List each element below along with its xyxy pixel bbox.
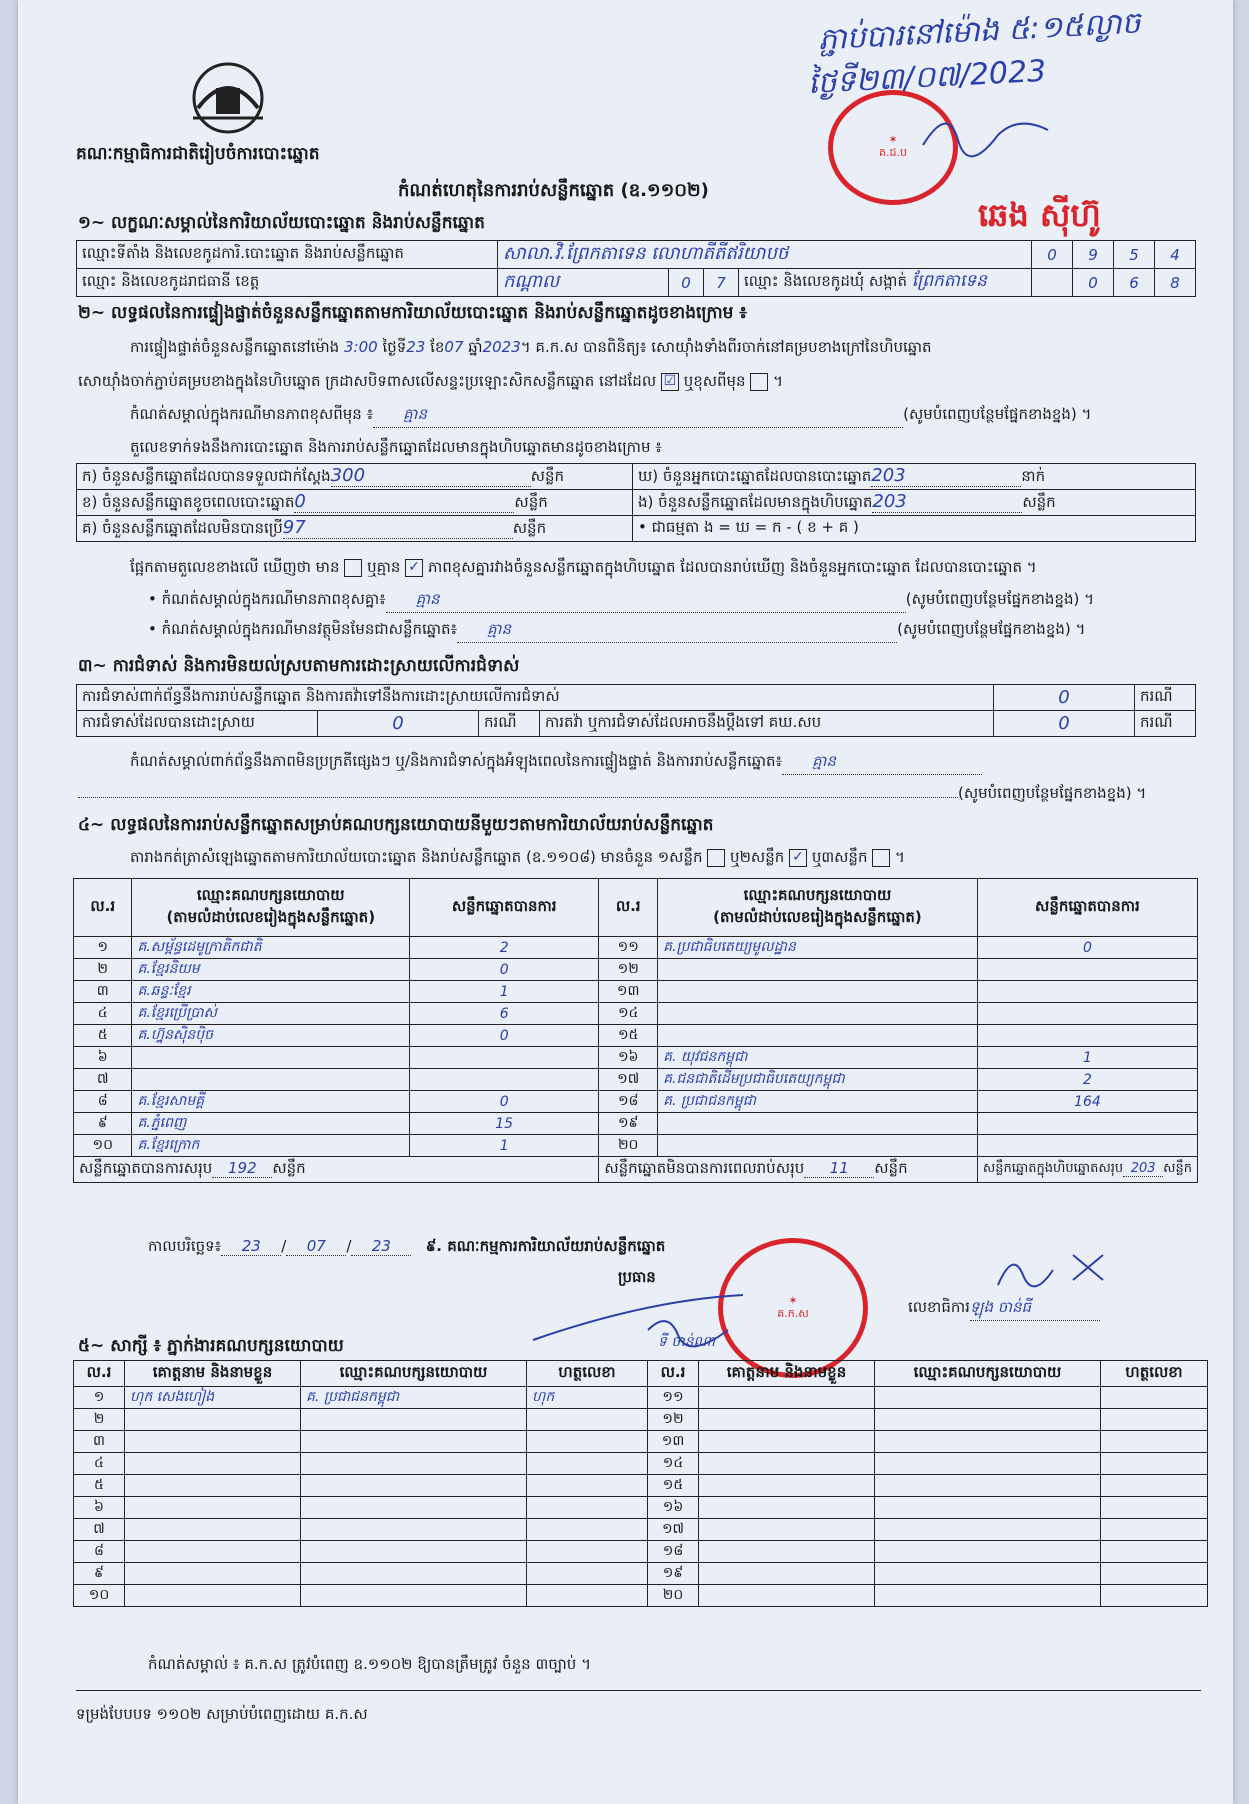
party-name xyxy=(132,1069,410,1091)
row-number: ១ xyxy=(74,1387,125,1409)
witness-signature xyxy=(1101,1409,1208,1431)
valid-votes xyxy=(977,1025,1197,1047)
valid-votes: 2 xyxy=(977,1069,1197,1091)
commune-label: ឈ្មោះ និងលេខកូដឃុំ សង្កាត់ ព្រែកតាទេន xyxy=(739,269,1032,297)
row-number: ៨ xyxy=(74,1541,125,1563)
location-code-digit: 9 xyxy=(1073,241,1114,269)
witness-party xyxy=(301,1519,527,1541)
witness-name xyxy=(125,1585,301,1607)
witness-party: គ. ប្រជាជនកម្ពុជា xyxy=(301,1387,527,1409)
valid-votes: 1 xyxy=(977,1047,1197,1069)
party-name xyxy=(132,1047,410,1069)
witness-signature xyxy=(1101,1387,1208,1409)
witness-signature xyxy=(527,1431,648,1453)
resolved-label: ការជំទាស់ដែលបានដោះស្រាយ xyxy=(77,711,318,737)
formula-row: • ជាធម្មតា ង = ឃ = ក - ( ខ + គ ) xyxy=(633,516,1196,542)
witness-name xyxy=(699,1563,875,1585)
table-row xyxy=(74,959,1198,981)
witness-party xyxy=(875,1475,1101,1497)
row-number: ១២ xyxy=(599,959,658,981)
valid-votes: 2 xyxy=(410,937,599,959)
section5-title: ៥~ សាក្សី ៖ ភ្នាក់ងារគណបក្សនយោបាយ xyxy=(78,1336,344,1356)
has-discrepancy-checkbox[interactable] xyxy=(344,559,362,577)
witness-party xyxy=(301,1497,527,1519)
row-number: ១៧ xyxy=(648,1519,699,1541)
verification-line: ការផ្ទៀងផ្ទាត់ចំនួនសន្លឹកឆ្នោតនៅម៉ោង 3:00 ថ្ងៃទី23 ខែ07 ឆ្នាំ2023។ គ.ក.ស បានពិនិត្យ៖ សោយ៉ាំងទាំងពីរចាក់នៅគម្របខាងក្រៅនៃហិបឆ្នោត xyxy=(130,338,932,356)
section2-title: ២~ លទ្ធផលនៃការផ្ទៀងផ្ទាត់ចំនួនសន្លឹកឆ្នោតតាមការិយាល័យបោះឆ្នោត និងរាប់សន្លឹកឆ្នោតដូចខាងក្រោម ៖ xyxy=(78,303,747,323)
row-number: ១៦ xyxy=(648,1497,699,1519)
party-name: គ.ខ្មែរសាមគ្គី xyxy=(132,1091,410,1113)
table-row xyxy=(74,1003,1198,1025)
row-number: ១០ xyxy=(74,1585,125,1607)
complaints-value: 0 xyxy=(994,685,1135,711)
witness-signature xyxy=(1101,1475,1208,1497)
row-number: ១៤ xyxy=(648,1453,699,1475)
discrepancy-line: ផ្អែកតាមតួលេខខាងលើ ឃើញថា មាន ឬគ្មាន ✓ ភាពខុសគ្នារវាងចំនួនសន្លឹកឆ្នោតក្នុងហិបឆ្នោត ដែលបានរាប់ឃើញ និងចំនួនអ្នកបោះឆ្នោត ដែលបានបោះឆ្នោត ។ xyxy=(130,558,1037,576)
handwritten-received-time: ភ្ជាប់បារនៅម៉ោង ៥:១៥ល្ងាច xyxy=(817,5,1142,58)
table-row xyxy=(74,1025,1198,1047)
form-title: កំណត់ហេតុនៃការរាប់សន្លឹកឆ្នោត (ឧ.១១០២) xyxy=(398,180,709,201)
one-sheet-checkbox[interactable] xyxy=(707,849,725,867)
witness-name xyxy=(699,1409,875,1431)
witness-party xyxy=(301,1431,527,1453)
row-number: ១៣ xyxy=(599,981,658,1003)
table-row xyxy=(74,1135,1198,1157)
location-code-digit: 4 xyxy=(1155,241,1196,269)
appeal-value: 0 xyxy=(994,711,1135,737)
witness-name xyxy=(125,1519,301,1541)
row-number: ៤ xyxy=(74,1453,125,1475)
footnote: កំណត់សម្គាល់ ៖ គ.ក.ស ត្រូវបំពេញ ឧ.១១០២ ឱ្យបានត្រឹមត្រូវ ចំនួន ៣ច្បាប់ ។ xyxy=(148,1655,591,1673)
discrepancy-note: • កំណត់សម្គាល់ក្នុងករណីមានភាពខុសគ្នា៖ គ្មាន (សូមបំពេញបន្ថែមផ្នែកខាងខ្នង) ។ xyxy=(148,590,1094,613)
valid-votes: 1 xyxy=(410,981,599,1003)
witness-signature xyxy=(527,1409,648,1431)
handwritten-signer-name: ឆេង ស៊ីហ៊ូ xyxy=(978,196,1101,234)
valid-votes: 0 xyxy=(410,959,599,981)
table-row xyxy=(74,1047,1198,1069)
row-number: ៩ xyxy=(74,1563,125,1585)
unused-ballots-row: គ) ចំនួនសន្លឹកឆ្នោតដែលមិនបានប្រើ97 សន្លឹក xyxy=(77,516,633,542)
province-code-digit: 7 xyxy=(704,269,739,297)
table-row xyxy=(74,937,1198,959)
witness-name xyxy=(125,1409,301,1431)
row-number: ១០ xyxy=(74,1135,132,1157)
witness-signature xyxy=(1101,1541,1208,1563)
witness-signature xyxy=(527,1541,648,1563)
row-number: ៤ xyxy=(74,1003,132,1025)
valid-votes: 15 xyxy=(410,1113,599,1135)
valid-votes: 0 xyxy=(977,937,1197,959)
row-number: ២០ xyxy=(599,1135,658,1157)
table-row xyxy=(74,1113,1198,1135)
party-name: គ.ខ្មែរប្រើប្រាស់ xyxy=(132,1003,410,1025)
table-row xyxy=(74,1563,1208,1585)
row-number: ១៥ xyxy=(599,1025,658,1047)
changed-checkbox[interactable] xyxy=(750,373,768,391)
irregularity-note: កំណត់សម្គាល់ពាក់ព័ន្ធនឹងភាពមិនប្រក្រតីផ្សេងៗ ឬ/និងការជំទាស់ក្នុងអំឡុងពេលនៃការផ្ទៀងផ្ទាត់ និងការរាប់សន្លឹកឆ្នោត៖ គ្មាន xyxy=(130,752,982,775)
party-name xyxy=(658,1135,978,1157)
witness-name xyxy=(125,1497,301,1519)
party-name: គ.ខ្មែរនិយម xyxy=(132,959,410,981)
footer-divider xyxy=(76,1690,1201,1691)
witness-name xyxy=(125,1541,301,1563)
table-row xyxy=(74,1585,1208,1607)
table-row xyxy=(74,1091,1198,1113)
row-number: ១ xyxy=(74,937,132,959)
row-number: ១៨ xyxy=(648,1541,699,1563)
party-name xyxy=(658,1113,978,1135)
handwritten-received-date: ថ្ងៃទី២៣/០៧/2023 xyxy=(807,53,1047,102)
ballot-figures-table xyxy=(76,463,1196,542)
date-line: កាលបរិច្ឆេទ៖ 23 / 07 / 23 ៩. គណៈកម្មការការិយាល័យរាប់សន្លឹកឆ្នោត xyxy=(148,1237,666,1255)
figures-intro: តួលេខទាក់ទងនឹងការបោះឆ្នោត និងការរាប់សន្លឹកឆ្នោតដែលមានក្នុងហិបឆ្នោតមានដូចខាងក្រោម ៖ xyxy=(130,438,662,456)
witness-party xyxy=(875,1585,1101,1607)
commune-code-digit: 0 xyxy=(1073,269,1114,297)
valid-votes xyxy=(977,1113,1197,1135)
witness-name xyxy=(699,1387,875,1409)
party-name: គ.ជនជាតិដើមប្រជាធិបតេយ្យកម្ពុជា xyxy=(658,1069,978,1091)
witness-party xyxy=(301,1453,527,1475)
witness-signature: ហុក xyxy=(527,1387,648,1409)
party-name xyxy=(658,1025,978,1047)
witness-signature xyxy=(527,1497,648,1519)
row-number: ១១ xyxy=(599,937,658,959)
row-number: ២ xyxy=(74,1409,125,1431)
witness-party xyxy=(875,1497,1101,1519)
valid-votes xyxy=(977,959,1197,981)
witness-name xyxy=(125,1563,301,1585)
table-row xyxy=(74,1497,1208,1519)
row-number: ១៤ xyxy=(599,1003,658,1025)
party-name: គ. យុវជនកម្ពុជា xyxy=(658,1047,978,1069)
row-number: ១៩ xyxy=(599,1113,658,1135)
irregularity-note-cont: (សូមបំពេញបន្ថែមផ្នែកខាងខ្នង) ។ xyxy=(78,784,1146,806)
complaints-table: ការជំទាស់ពាក់ព័ន្ធនឹងការរាប់សន្លឹកឆ្នោត និងការតវ៉ាទៅនឹងការដោះស្រាយលើការជំទាស់ 0 ករណី ការជំទាស់ដែលបានដោះស្រាយ 0 ករណី ការតវ៉ា ឬការជំទាស់ដែលអាចនឹងប្តឹងទៅ គឃ.សប 0 ករណី xyxy=(76,684,1196,737)
location-code-digit: 0 xyxy=(1032,241,1073,269)
received-ballots-row: ក) ចំនួនសន្លឹកឆ្នោតដែលបានទទួលជាក់ស្តែង300 សន្លឹក xyxy=(77,464,633,490)
complaints-label: ការជំទាស់ពាក់ព័ន្ធនឹងការរាប់សន្លឹកឆ្នោត និងការតវ៉ាទៅនឹងការដោះស្រាយលើការជំទាស់ xyxy=(77,685,994,711)
row-number: ៧ xyxy=(74,1519,125,1541)
appeal-label: ការតវ៉ា ឬការជំទាស់ដែលអាចនឹងប្តឹងទៅ គឃ.សប xyxy=(540,711,994,737)
witness-party xyxy=(875,1563,1101,1585)
valid-votes xyxy=(977,981,1197,1003)
voters-row: ឃ) ចំនួនអ្នកបោះឆ្នោតដែលបានបោះឆ្នោត203 នាក់ xyxy=(633,464,1196,490)
table-row xyxy=(74,1069,1198,1091)
row-number: ១៧ xyxy=(599,1069,658,1091)
section4-title: ៤~ លទ្ធផលនៃការរាប់សន្លឹកឆ្នោតសម្រាប់គណបក្សនយោបាយនីមួយៗតាមការិយាល័យរាប់សន្លឹកឆ្នោត xyxy=(78,815,714,835)
total-valid-cell: សន្លឹកឆ្នោតបានការសរុប 192 សន្លឹក xyxy=(74,1157,599,1183)
commune-code-digit: 8 xyxy=(1155,269,1196,297)
three-sheet-checkbox[interactable] xyxy=(872,849,890,867)
table-row xyxy=(74,981,1198,1003)
witness-signature xyxy=(527,1585,648,1607)
table-row xyxy=(74,1409,1208,1431)
row-number: ៨ xyxy=(74,1091,132,1113)
valid-votes: 1 xyxy=(410,1135,599,1157)
row-number: ៣ xyxy=(74,981,132,1003)
party-results-table: ល.រ ឈ្មោះគណបក្សនយោបាយ (តាមលំដាប់លេខរៀងក្នុងសន្លឹកឆ្នោត) សន្លឹកឆ្នោតបានការ ល.រ ឈ្មោះគណបក្សនយោបាយ (តាមលំដាប់លេខរៀងក្នុងសន្លឹកឆ្នោត) សន្លឹកឆ្នោតបានការ ១ គ.សម្ព័ន្ធដេមូក្រាតិកជាតិ 2 ១១ គ.ប្រជាធិបតេយ្យមូលដ្ឋាន 0 ២ គ.ខ្មែរនិយម 0 ១២ ៣ គ.ឆន្ទៈខ្មែរ 1 ១៣ ៤ គ.ខ្មែរប្រើប្រាស់ 6 ១៤ ៥ គ.ហ្វ៊ុនស៊ិនប៉ិច 0 ១៥ ៦ ១៦ គ. យុវជនកម្ពុជា 1 ៧ ១៧ គ.ជនជាតិដើមប្រជាធិបតេយ្យកម្ពុជា 2 ៨ គ.ខ្មែរសាមគ្គី 0 ១៨ គ. ប្រជាជនកម្ពុជា 164 ៩ គ.ភ្នំពេញ 15 ១៩ ១០ គ.ខ្មែរក្រោក 1 ២០ សន្លឹកឆ្នោតបានការសរុប 192 សន្លឹក សន្លឹកឆ្នោតមិនបានការពេលរាប់សរុប 11 សន្លឹក សន្លឹកឆ្នោតក្នុងហិបឆ្នោតសរុប 203 សន្លឹក xyxy=(73,878,1198,1183)
party-name: គ.ប្រជាធិបតេយ្យមូលដ្ឋាន xyxy=(658,937,978,959)
row-number: ១៩ xyxy=(648,1563,699,1585)
document-page xyxy=(18,0,1233,1804)
witness-party xyxy=(301,1541,527,1563)
footer-text: ទម្រង់បែបបទ ១១០២ សម្រាប់បំពេញដោយ គ.ក.ស xyxy=(76,1705,368,1723)
witness-name xyxy=(125,1431,301,1453)
total-box-cell: សន្លឹកឆ្នោតក្នុងហិបឆ្នោតសរុប 203 សន្លឹក xyxy=(977,1157,1197,1183)
valid-votes: 164 xyxy=(977,1091,1197,1113)
row-number: ១២ xyxy=(648,1409,699,1431)
valid-votes xyxy=(410,1069,599,1091)
witness-party xyxy=(875,1387,1101,1409)
valid-votes: 6 xyxy=(410,1003,599,1025)
row-number: ៥ xyxy=(74,1475,125,1497)
valid-votes xyxy=(977,1135,1197,1157)
witness-name xyxy=(699,1519,875,1541)
row-number: ១៨ xyxy=(599,1091,658,1113)
table-row xyxy=(74,1431,1208,1453)
location-code-digit: 5 xyxy=(1114,241,1155,269)
party-name: គ.ហ្វ៊ុនស៊ិនប៉ិច xyxy=(132,1025,410,1047)
row-number: ១៣ xyxy=(648,1431,699,1453)
party-name xyxy=(658,1003,978,1025)
witness-name xyxy=(699,1585,875,1607)
witness-signature xyxy=(1101,1431,1208,1453)
row-number: ៧ xyxy=(74,1069,132,1091)
witness-name: ហុក សេងហៀង xyxy=(125,1387,301,1409)
witness-party xyxy=(301,1563,527,1585)
row-number: ២ xyxy=(74,959,132,981)
chair-label: ប្រធាន xyxy=(618,1268,656,1286)
witness-name xyxy=(699,1475,875,1497)
secretary-line: លេខាធិការឡុង ចាន់ធី xyxy=(908,1298,1100,1321)
witness-signature xyxy=(1101,1563,1208,1585)
org-name: គណៈកម្មាធិការជាតិរៀបចំការបោះឆ្នោត xyxy=(76,144,320,164)
party-name: គ. ប្រជាជនកម្ពុជា xyxy=(658,1091,978,1113)
foreign-object-note: • កំណត់សម្គាល់ក្នុងករណីមានវត្ថុមិនមែនជាសន្លឹកឆ្នោត៖ គ្មាន (សូមបំពេញបន្ថែមផ្នែកខាងខ្នង) ។ xyxy=(148,620,1085,643)
row-number: ៦ xyxy=(74,1047,132,1069)
valid-votes xyxy=(977,1003,1197,1025)
section1-table xyxy=(76,240,1196,297)
tally-sheet-line: តារាងកត់ត្រាសំឡេងឆ្នោតតាមការិយាល័យបោះឆ្នោត និងរាប់សន្លឹកឆ្នោត (ឧ.១១០៨) មានចំនួន ១សន្លឹក ឬ២សន្លឹក ✓ ឬ៣សន្លឹក ។ xyxy=(130,848,905,866)
witness-name xyxy=(699,1431,875,1453)
box-ballots-row: ង) ចំនួនសន្លឹកឆ្នោតដែលមានក្នុងហិបឆ្នោត203 សន្លឹក xyxy=(633,490,1196,516)
party-name: គ.ភ្នំពេញ xyxy=(132,1113,410,1135)
valid-votes: 0 xyxy=(410,1025,599,1047)
witness-party xyxy=(875,1541,1101,1563)
witness-name xyxy=(125,1453,301,1475)
province-code-digit: 0 xyxy=(669,269,704,297)
valid-votes: 0 xyxy=(410,1091,599,1113)
witness-signature xyxy=(527,1453,648,1475)
secretary-signature xyxy=(993,1245,1113,1295)
witness-name xyxy=(699,1541,875,1563)
nec-logo-icon xyxy=(178,58,278,138)
seal-line: សោយ៉ាំងចាក់ភ្ជាប់គម្របខាងក្នុងនៃហិបឆ្នោត ក្រដាសបិទពាសលើសន្ទះប្រឡោះសិកសន្លឹកឆ្នោត នៅដដែល ☑ ឬខុសពីមុន ។ xyxy=(78,372,784,390)
table-row xyxy=(74,1453,1208,1475)
witness-signature xyxy=(527,1475,648,1497)
row-number: ៩ xyxy=(74,1113,132,1135)
witness-signature xyxy=(1101,1497,1208,1519)
row-number: ១៥ xyxy=(648,1475,699,1497)
resolved-value: 0 xyxy=(318,711,479,737)
unchanged-checkbox[interactable]: ☑ xyxy=(661,373,679,391)
table-row xyxy=(74,1541,1208,1563)
location-value: សាលា.វិ.ព្រែកតាទេន លោហាតីតីឥរិយាបថ xyxy=(498,241,1032,269)
witness-name xyxy=(125,1475,301,1497)
witness-party xyxy=(301,1409,527,1431)
witness-signature xyxy=(1101,1519,1208,1541)
witness-signature xyxy=(1101,1453,1208,1475)
official-stamp-bottom: ✶ គ.ក.ស xyxy=(718,1238,868,1378)
party-name: គ.ឆន្ទៈខ្មែរ xyxy=(132,981,410,1003)
witness-party xyxy=(875,1431,1101,1453)
witness-name xyxy=(699,1453,875,1475)
party-name xyxy=(658,959,978,981)
witness-table: ល.រ គោត្តនាម និងនាមខ្លួន ឈ្មោះគណបក្សនយោបាយ ហត្ថលេខា ល.រ គោត្តនាម និងនាមខ្លួន ឈ្មោះគណបក្សនយោបាយ ហត្ថលេខា ១ ហុក សេងហៀង គ. ប្រជាជនកម្ពុជា ហុក ១១ ២ ១២ ៣ ១៣ ៤ ១៤ ៥ ១៥ ៦ ១៦ ៧ ១៧ ៨ ១៨ ៩ ១៩ ១០ ២០ xyxy=(73,1360,1208,1607)
difference-note: កំណត់សម្គាល់ក្នុងករណីមានភាពខុសពីមុន ៖ គ្មាន (សូមបំពេញបន្ថែមផ្នែកខាងខ្នង) ។ xyxy=(130,405,1091,428)
province-value: កណ្តាល xyxy=(498,269,669,297)
section3-title: ៣~ ការជំទាស់ និងការមិនយល់ស្របតាមការដោះស្រាយលើការជំទាស់ xyxy=(78,656,520,676)
row-number: ១១ xyxy=(648,1387,699,1409)
party-name xyxy=(658,981,978,1003)
row-number: ៣ xyxy=(74,1431,125,1453)
two-sheet-checkbox[interactable]: ✓ xyxy=(789,849,807,867)
party-name: គ.សម្ព័ន្ធដេមូក្រាតិកជាតិ xyxy=(132,937,410,959)
total-invalid-cell: សន្លឹកឆ្នោតមិនបានការពេលរាប់សរុប 11 សន្លឹក xyxy=(599,1157,978,1183)
commune-code-digit: 6 xyxy=(1114,269,1155,297)
row-number: ២០ xyxy=(648,1585,699,1607)
handwritten-signature-top xyxy=(918,105,1058,165)
witness-signature xyxy=(527,1519,648,1541)
witness-signature xyxy=(527,1563,648,1585)
witness-party xyxy=(875,1519,1101,1541)
table-row xyxy=(74,1519,1208,1541)
witness-party xyxy=(301,1475,527,1497)
spoiled-ballots-row: ខ) ចំនួនសន្លឹកឆ្នោតខូចពេលបោះឆ្នោត0 សន្លឹក xyxy=(77,490,633,516)
witness-party xyxy=(301,1585,527,1607)
witness-signature xyxy=(1101,1585,1208,1607)
table-row xyxy=(74,1475,1208,1497)
row-number: ៦ xyxy=(74,1497,125,1519)
province-label: ឈ្មោះ និងលេខកូដរាជធានី ខេត្ត xyxy=(77,269,498,297)
location-label: ឈ្មោះទីតាំង និងលេខកូដការិ.បោះឆ្នោត និងរាប់សន្លឹកឆ្នោត xyxy=(77,241,498,269)
chair-name: ទី ចាន់ណា xyxy=(658,1334,716,1350)
witness-name xyxy=(699,1497,875,1519)
row-number: ៥ xyxy=(74,1025,132,1047)
no-discrepancy-checkbox[interactable]: ✓ xyxy=(405,559,423,577)
witness-party xyxy=(875,1453,1101,1475)
witness-party xyxy=(875,1409,1101,1431)
section1-title: ១~ លក្ខណៈសម្គាល់នៃការិយាល័យបោះឆ្នោត និងរាប់សន្លឹកឆ្នោត xyxy=(78,213,485,233)
chair-signature xyxy=(528,1290,758,1350)
official-stamp-top: ✶ គ.ជ.ប xyxy=(828,90,958,205)
valid-votes xyxy=(410,1047,599,1069)
table-row xyxy=(74,1387,1208,1409)
row-number: ១៦ xyxy=(599,1047,658,1069)
party-name: គ.ខ្មែរក្រោក xyxy=(132,1135,410,1157)
